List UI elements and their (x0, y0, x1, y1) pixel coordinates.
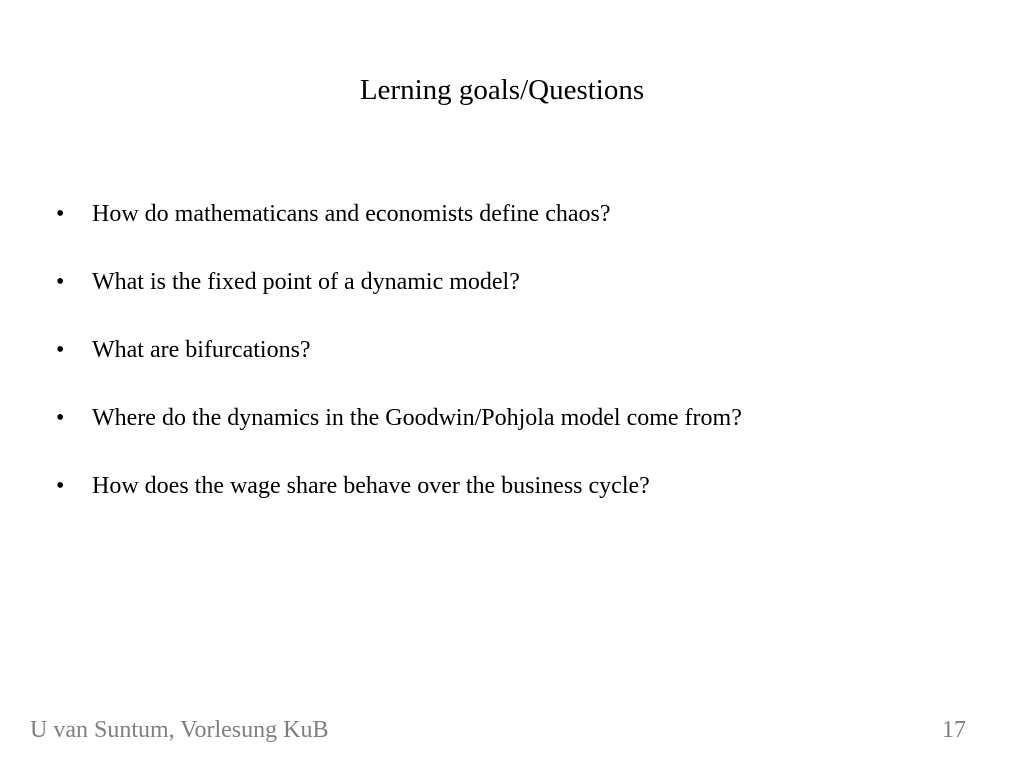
page-number: 17 (942, 717, 966, 743)
list-item (56, 468, 976, 536)
bullet-icon: • (56, 269, 65, 295)
bullet-icon: • (56, 337, 65, 363)
list-item (56, 332, 976, 400)
list-item (56, 264, 976, 332)
bullet-text: What are bifurcations? (92, 337, 311, 363)
list-item (56, 196, 976, 264)
bullet-text: How do mathematicans and economists define chaos? (92, 201, 611, 227)
bullet-icon: • (56, 201, 65, 227)
bullet-text: What is the fixed point of a dynamic model? (92, 269, 520, 295)
list-item (56, 400, 976, 468)
footer-author: U van Suntum, Vorlesung KuB (30, 717, 329, 743)
bullet-text: Where do the dynamics in the Goodwin/Pohjola model come from? (92, 405, 742, 431)
bullet-icon: • (56, 405, 65, 431)
bullet-list (56, 196, 976, 536)
slide-title: Lerning goals/Questions (359, 74, 645, 106)
bullet-icon: • (56, 473, 65, 499)
bullet-text: How does the wage share behave over the business cycle? (92, 473, 650, 499)
